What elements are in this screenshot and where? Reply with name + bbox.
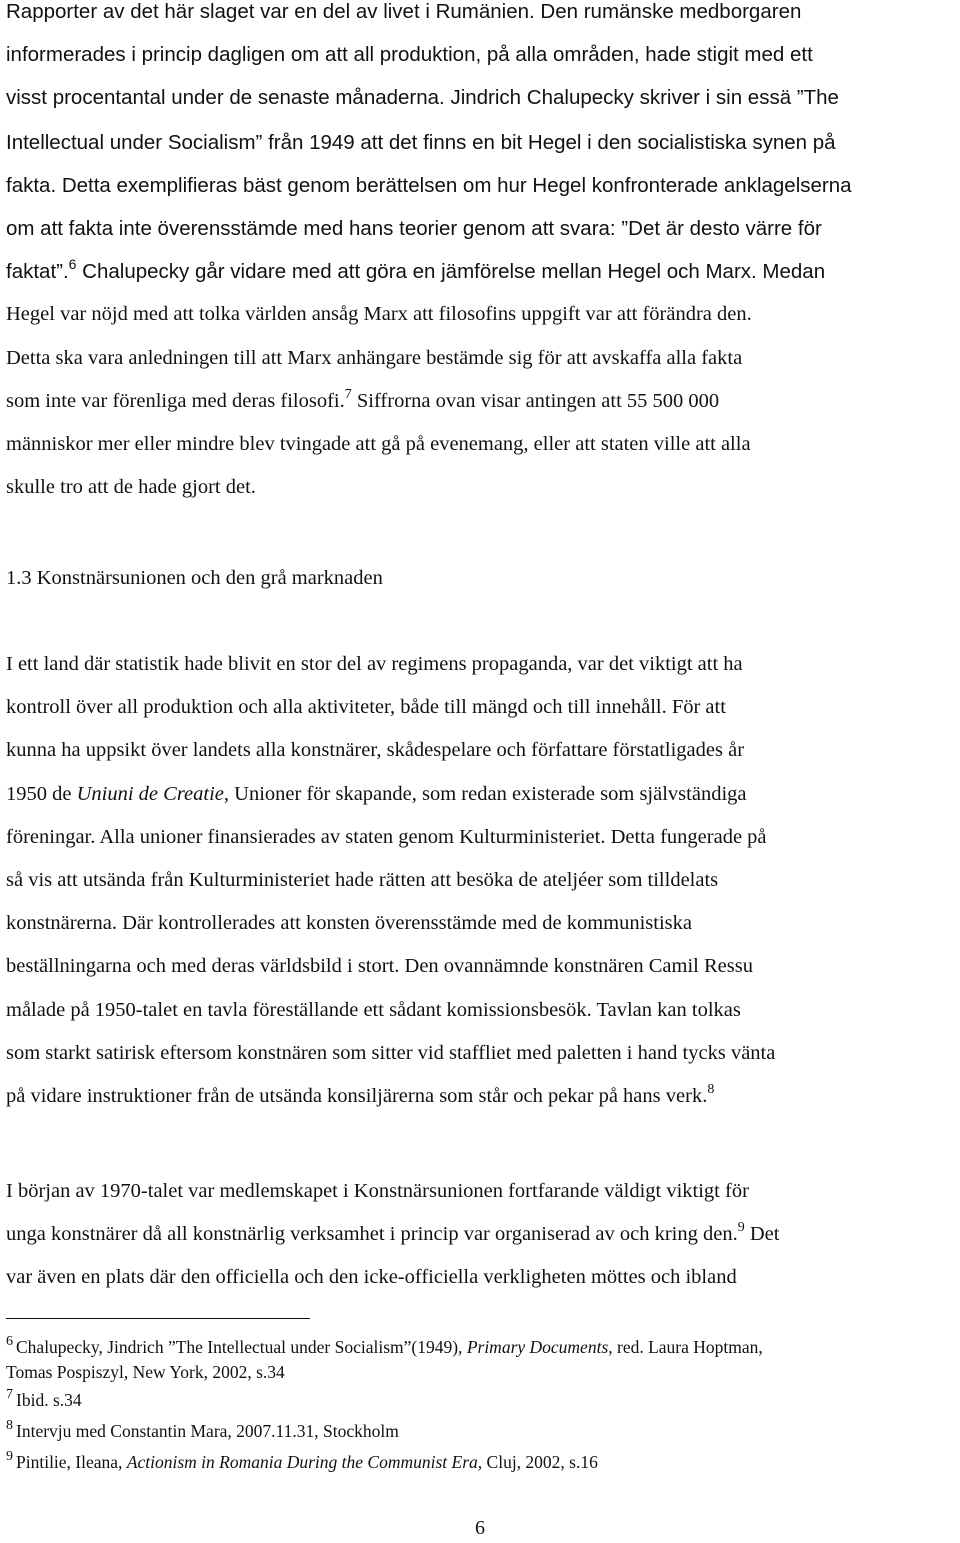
text-line: beställningarna och med deras världsbild i stort. Den ovannämnde konstnären Camil Ressu: [6, 955, 753, 978]
text-line: 1950 de Uniuni de Creatie, Unioner för skapande, som redan existerade som självständiga: [6, 782, 747, 805]
footnote-ref-8: 8: [707, 1082, 715, 1098]
page-number: 6: [475, 1517, 485, 1539]
text-line: kontroll över all produktion och alla aktiviteter, både till mängd och till innehåll. För att: [6, 696, 726, 719]
text-line: fakta. Detta exemplifieras bäst genom berättelsen om hur Hegel konfronterade anklagelserna: [6, 173, 852, 197]
text-line: skulle tro att de hade gjort det.: [6, 476, 256, 499]
text-line: föreningar. Alla unioner finansierades av staten genom Kulturministeriet. Detta fungerade på: [6, 825, 767, 848]
text-line: var även en plats där den officiella och den icke-officiella verkligheten möttes och ibland: [6, 1266, 737, 1289]
footnote-number: 7: [6, 1387, 13, 1402]
text-line: som inte var förenliga med deras filosofi.$^7$ Siffrorna ovan visar antingen att 55 500 000: [6, 386, 720, 412]
body-paragraph-1: [6, 0, 852, 509]
text-line: konstnärerna. Där kontrollerades att konsten överensstämde med de kommunistiska: [6, 912, 692, 935]
footnote-9: $^9$ Pintilie, Ileana, Actionism in Romania During the Communist Era, Cluj, 2002, s.16: [6, 1449, 598, 1472]
text-line: informerades i princip dagligen om att all produktion, på alla områden, hade stigit med ett: [6, 43, 813, 67]
text-line: Hegel var nöjd med att tolka världen ansåg Marx att filosofins uppgift var att förändra den.: [6, 303, 752, 326]
text-line: målade på 1950-talet en tavla föreställande ett sådant komissionsbesök. Tavlan kan tolkas: [6, 998, 741, 1021]
body-paragraph-3: [6, 1170, 779, 1300]
body-paragraph-2: [6, 643, 775, 1118]
footnote-number: 6: [6, 1334, 13, 1349]
text-line: I början av 1970-talet var medlemskapet i Konstnärsunionen fortfarande väldigt viktigt för: [6, 1180, 749, 1202]
text-line: Intellectual under Socialism” från 1949 att det finns en bit Hegel i den socialistiska synen på: [6, 130, 836, 154]
text-line: människor mer eller mindre blev tvingade att gå på evenemang, eller att staten ville att alla: [6, 433, 751, 456]
text-line: Detta ska vara anledningen till att Marx anhängare bestämde sig för att avskaffa alla fakta: [6, 346, 743, 369]
text-line: som starkt satirisk eftersom konstnären som sitter vid staffliet med paletten i hand tycks vänta: [6, 1041, 776, 1064]
footnote-8: $^8$ Intervju med Constantin Mara, 2007.11.31, Stockholm: [6, 1418, 399, 1441]
footnote-number: 8: [6, 1418, 13, 1433]
text-line: kunna ha uppsikt över landets alla konstnärer, skådespelare och författare förstatligades år: [6, 739, 745, 762]
section-heading: 1.3 Konstnärsunionen och den grå marknaden: [6, 567, 383, 589]
text-line: Rapporter av det här slaget var en del av livet i Rumänien. Den rumänske medborgaren: [6, 0, 802, 23]
footnote-6: $^6$ Chalupecky, Jindrich ”The Intellectual under Socialism”(1949), Primary Documents, red. Laura Hoptman, Tomas Pospiszyl, New York, 2002, s.34: [6, 1334, 763, 1382]
footnote-separator: [6, 1318, 310, 1319]
footnote-7: $^7$ Ibid. s.34: [6, 1387, 82, 1410]
text-line: visst procentantal under de senaste månaderna. Jindrich Chalupecky skriver i sin essä ”The: [6, 86, 839, 110]
footnote-ref-6: 6: [68, 256, 77, 273]
footnote-number: 9: [6, 1449, 13, 1464]
text-line: I ett land där statistik hade blivit en stor del av regimens propaganda, var det viktigt att ha: [6, 653, 743, 675]
footnotes: [6, 1336, 763, 1482]
footnote-ref-9: 9: [737, 1220, 745, 1236]
text-line: på vidare instruktioner från de utsända konsiljärerna som står och pekar på hans verk.$^8$: [6, 1082, 715, 1108]
text-line: om att fakta inte överensstämde med hans teorier genom att svara: ”Det är desto värre för: [6, 217, 822, 241]
text-line: unga konstnärer då all konstnärlig verksamhet i princip var organiserad av och kring den.$^9$ Det: [6, 1220, 780, 1246]
italic-term: Uniuni de Creatie: [76, 782, 224, 805]
footnote-continuation: Tomas Pospiszyl, New York, 2002, s.34: [6, 1362, 285, 1382]
text-line: så vis att utsända från Kulturministeriet hade rätten att besöka de ateljéer som tilldelats: [6, 869, 719, 892]
text-line: faktat”.$^6$ Chalupecky går vidare med att göra en jämförelse mellan Hegel och Marx. Medan: [6, 256, 826, 284]
footnote-ref-7: 7: [344, 386, 352, 402]
